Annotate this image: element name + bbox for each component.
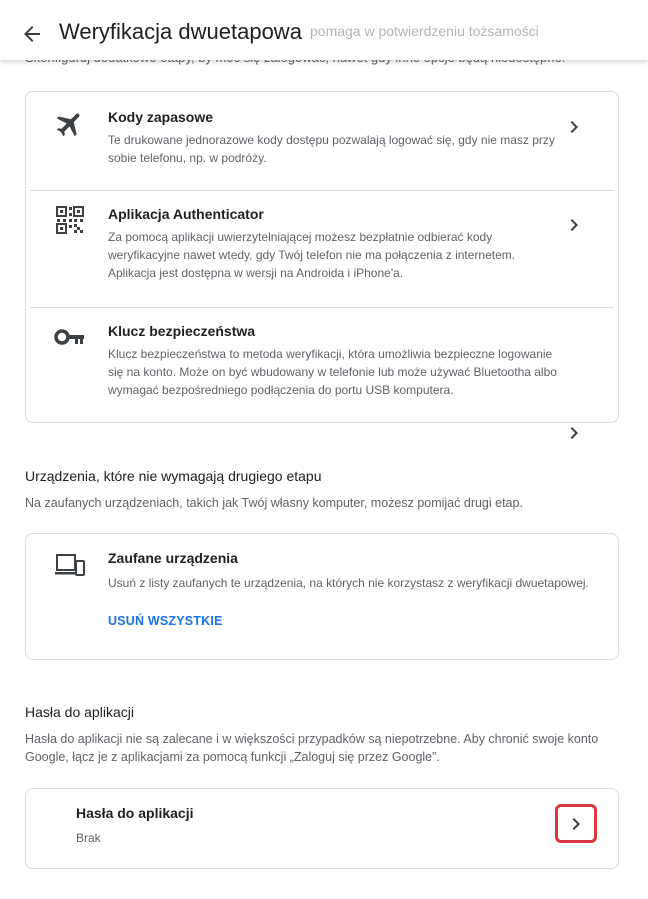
trusted-devices-description: Usuń z listy zaufanych te urządzenia, na których nie korzystasz z weryfikacji dwuetapowej. [108, 576, 589, 590]
airplane-icon [54, 108, 86, 140]
divider [30, 307, 614, 308]
option-description: Za pomocą aplikacji uwierzytelniającej możesz bezpłatnie odbierać kody weryfikacyjne nawet wtedy, gdy Twój telefon nie ma połączenia z internetem. Aplikacja jest dostępna w wersji na Androida i iPhone'a. [108, 230, 516, 280]
chevron-right-icon [562, 115, 586, 139]
option-security-key[interactable] [26, 307, 618, 423]
key-icon [54, 321, 86, 353]
arrow-back-icon [20, 22, 44, 46]
app-passwords-section-title: Hasła do aplikacji [25, 704, 134, 720]
devices-icon [54, 550, 86, 582]
divider [30, 190, 614, 191]
chevron-right-icon [562, 213, 586, 237]
chevron-right-icon [564, 812, 588, 836]
option-description: Te drukowane jednorazowe kody dostępu pozwalają logować się, gdy nie masz przy sobie telefonu, np. w podróży. [108, 133, 555, 165]
top-app-bar [0, 0, 648, 60]
devices-section-title: Urządzenia, które nie wymagają drugiego etapu [25, 468, 322, 484]
page-title: Weryfikacja dwuetapowa [59, 19, 302, 44]
trusted-devices-card [25, 533, 619, 660]
option-description: Klucz bezpieczeństwa to metoda weryfikacji, która umożliwia bezpieczne logowanie się na konto. Może on być wbudowany w telefonie lub może używać Bluetootha albo wymagać bezpośredniego podłączenia do portu USB komputera. [108, 347, 557, 397]
chevron-right-icon [562, 421, 586, 445]
app-passwords-card[interactable] [25, 788, 619, 869]
scrolled-subtitle: pomaga w potwierdzeniu tożsamości [310, 23, 539, 39]
option-title: Kody zapasowe [108, 109, 214, 125]
qr-code-icon [54, 204, 86, 236]
second-step-options-card [25, 91, 619, 423]
app-passwords-section-description: Hasła do aplikacji nie są zalecane i w większości przypadków są niepotrzebne. Aby chronić swoje konto Google, łącz je z aplikacjami za pomocą funkcji „Zaloguj się przez Google”. [25, 732, 599, 764]
back-button[interactable] [20, 22, 44, 46]
option-backup-codes[interactable] [26, 92, 618, 190]
option-authenticator-app[interactable] [26, 190, 618, 307]
app-passwords-status: Brak [76, 831, 101, 845]
option-title: Klucz bezpieczeństwa [108, 323, 256, 339]
trusted-devices-title: Zaufane urządzenia [108, 550, 238, 566]
app-passwords-title: Hasła do aplikacji [76, 805, 194, 821]
highlighted-chevron-button[interactable] [555, 804, 597, 843]
remove-all-button[interactable]: USUŃ WSZYSTKIE [108, 614, 223, 628]
devices-section-description: Na zaufanych urządzeniach, takich jak Twój własny komputer, możesz pomijać drugi etap. [25, 496, 523, 510]
option-title: Aplikacja Authenticator [108, 206, 264, 222]
